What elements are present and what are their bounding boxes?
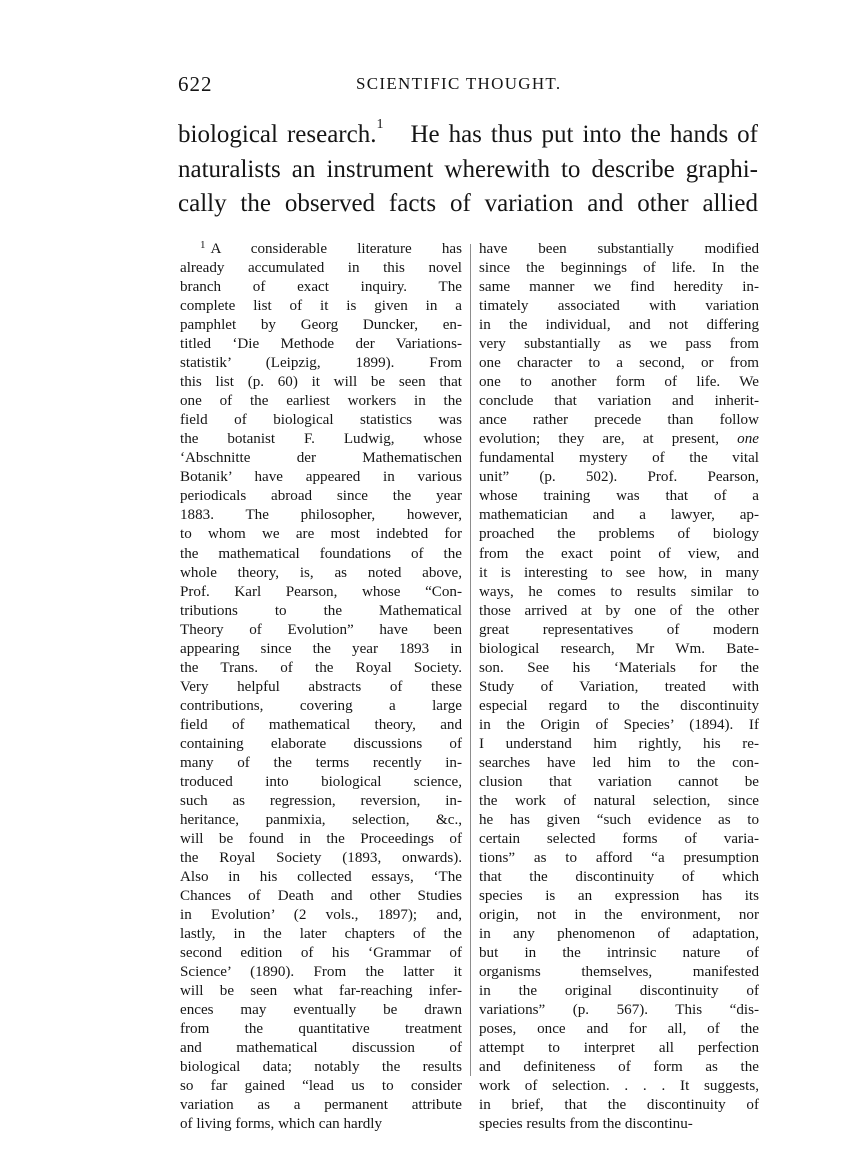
footnote-line: in Evolution’ (2 vols., 1897); and, bbox=[180, 907, 462, 924]
footnote-line: and mathematical discussion of bbox=[180, 1040, 462, 1057]
footnote-line: one character to a second, or from bbox=[479, 355, 759, 372]
footnote-line: he has given “such evidence as to bbox=[479, 811, 759, 828]
footnote-line: since the beginnings of life. In the bbox=[479, 260, 759, 277]
footnote-line: this list (p. 60) it will be seen that bbox=[180, 374, 462, 391]
footnote-line: the Royal Society (1893, onwards). bbox=[180, 850, 462, 866]
footnote-line: Theory of Evolution” have been bbox=[180, 621, 462, 638]
footnote-line: in the individual, and not differing bbox=[479, 317, 759, 334]
footnote-line: heritance, panmixia, selection, &c., bbox=[180, 811, 462, 828]
footnote-line: evolution; they are, at present, one bbox=[479, 431, 759, 448]
footnote-line: one to another form of life. We bbox=[479, 374, 759, 391]
footnote-reference: 1 bbox=[376, 117, 384, 132]
footnote-line: very substantially as we pass from bbox=[479, 336, 759, 353]
footnote-marker: 1 bbox=[200, 239, 206, 251]
footnote-line: Botanik’ have appeared in various bbox=[180, 469, 462, 486]
footnote-line: conclude that variation and inherit- bbox=[479, 393, 759, 410]
footnote-line: will be found in the Proceedings of bbox=[180, 830, 462, 847]
footnote-line: so far gained “lead us to consider bbox=[180, 1078, 462, 1095]
footnote-line: whose training was that of a bbox=[479, 488, 759, 505]
footnote-line: ences may eventually be drawn bbox=[180, 1002, 462, 1019]
footnote-line: Chances of Death and other Studies bbox=[180, 888, 462, 905]
footnote-line: biological data; notably the results bbox=[180, 1059, 462, 1076]
footnote-line: mathematician and a lawyer, ap- bbox=[479, 507, 759, 524]
emphasized-word: one bbox=[719, 431, 759, 448]
footnote-line: will be seen what far-reaching infer- bbox=[180, 983, 462, 1000]
footnote-line: work of selection. . . . It suggests, bbox=[479, 1078, 759, 1095]
footnote-line: it is interesting to see how, in many bbox=[479, 564, 759, 581]
footnote-line: poses, once and for all, of the bbox=[479, 1021, 759, 1038]
footnote-line: organisms themselves, manifested bbox=[479, 964, 759, 981]
page-number: 622 bbox=[178, 72, 213, 96]
footnote-line: troduced into biological science, bbox=[180, 773, 462, 790]
body-line: cally the observed facts of variation and other allied bbox=[178, 190, 758, 217]
footnote-line: Study of Variation, treated with bbox=[479, 678, 759, 695]
footnote-line: in the Origin of Species’ (1894). If bbox=[479, 716, 759, 733]
footnote-line: field of biological statistics was bbox=[180, 412, 462, 429]
footnote-line: of living forms, which can hardly bbox=[180, 1116, 383, 1133]
footnote-line: unit” (p. 502). Prof. Pearson, bbox=[479, 469, 759, 486]
footnote-line: especial regard to the discontinuity bbox=[479, 697, 759, 714]
footnote-line: same manner we find heredity in- bbox=[479, 279, 759, 296]
footnote-line: Prof. Karl Pearson, whose “Con- bbox=[180, 583, 462, 600]
footnote-line: tributions to the Mathematical bbox=[180, 602, 462, 619]
footnote-left-column bbox=[180, 240, 462, 1134]
footnote-line: and definiteness of form as the bbox=[479, 1059, 759, 1076]
footnote-line: but in the intrinsic nature of bbox=[479, 945, 759, 962]
footnote-line: ways, he comes to results similar to bbox=[479, 583, 759, 600]
footnote-line: from the quantitative treatment bbox=[180, 1021, 462, 1038]
body-line-start: biological research. bbox=[178, 121, 377, 148]
footnote-line: clusion that variation cannot be bbox=[479, 773, 759, 790]
footnote-line: attempt to interpret all perfection bbox=[479, 1040, 759, 1057]
footnote-line: Science’ (1890). From the latter it bbox=[180, 964, 462, 981]
footnote-line: one of the earliest workers in the bbox=[180, 393, 462, 410]
footnote-line: branch of exact inquiry. The bbox=[180, 279, 462, 296]
footnote-line: complete list of it is given in a bbox=[180, 298, 462, 315]
footnote-line: I understand him rightly, his re- bbox=[479, 735, 759, 752]
footnote-line: ance rather precede than follow bbox=[479, 412, 759, 429]
footnote-line: periodicals abroad since the year bbox=[180, 488, 462, 505]
footnote-line: species results from the discontinu- bbox=[479, 1116, 693, 1133]
footnote-right-column bbox=[479, 240, 759, 1134]
footnote-line: great representatives of modern bbox=[479, 621, 759, 638]
footnote-line: the mathematical foundations of the bbox=[180, 545, 462, 562]
footnote-line: second edition of his ‘Grammar of bbox=[180, 945, 462, 962]
footnote-line: have been substantially modified bbox=[479, 241, 759, 257]
footnote-line: ‘Abschnitte der Mathematischen bbox=[180, 450, 462, 467]
footnote-line: variation as a permanent attribute bbox=[180, 1097, 462, 1114]
footnote-line: Also in his collected essays, ‘The bbox=[180, 869, 462, 886]
footnote-line: containing elaborate discussions of bbox=[180, 735, 462, 752]
footnote-line: tions” as to afford “a presumption bbox=[479, 850, 759, 866]
footnote-line: in the original discontinuity of bbox=[479, 983, 759, 1000]
footnote-line: the work of natural selection, since bbox=[479, 792, 759, 809]
footnote-line: pamphlet by Georg Duncker, en- bbox=[180, 317, 462, 334]
footnote-line: origin, not in the environment, nor bbox=[479, 907, 759, 924]
footnote-line: species is an expression has its bbox=[479, 888, 759, 905]
footnote-line: from the exact point of view, and bbox=[479, 545, 759, 562]
footnote-line: 1883. The philosopher, however, bbox=[180, 507, 462, 524]
footnote-line: lastly, in the later chapters of the bbox=[180, 926, 462, 943]
footnote-line: fundamental mystery of the vital bbox=[479, 450, 759, 467]
footnote-line: certain selected forms of varia- bbox=[479, 830, 759, 847]
footnote-line: timately associated with variation bbox=[479, 298, 759, 315]
footnote-line: already accumulated in this novel bbox=[180, 260, 462, 277]
body-line-tail: He has thus put into the hands of bbox=[410, 121, 758, 148]
footnote-line: that the discontinuity of which bbox=[479, 869, 759, 886]
footnote-line: those arrived at by one of the other bbox=[479, 602, 759, 619]
footnote-line: appearing since the year 1893 in bbox=[180, 640, 462, 657]
footnote-line: $^1$ A considerable literature has bbox=[200, 239, 462, 257]
footnote-line: variations” (p. 567). This “dis- bbox=[479, 1002, 759, 1019]
footnote-line: to whom we are most indebted for bbox=[180, 526, 462, 543]
footnote-line: such as regression, reversion, in- bbox=[180, 792, 462, 809]
footnote-line: biological research, Mr Wm. Bate- bbox=[479, 640, 759, 657]
body-text bbox=[178, 118, 758, 222]
footnote-line: contributions, covering a large bbox=[180, 697, 462, 714]
footnote-line: in any phenomenon of adaptation, bbox=[479, 926, 759, 943]
footnote-line: searches have led him to the con- bbox=[479, 754, 759, 771]
body-line bbox=[178, 118, 758, 153]
running-head: SCIENTIFIC THOUGHT. bbox=[356, 74, 562, 93]
footnote-line: in brief, that the discontinuity of bbox=[479, 1097, 759, 1114]
footnote-line: the Trans. of the Royal Society. bbox=[180, 659, 462, 676]
footnote-line: statistik’ (Leipzig, 1899). From bbox=[180, 355, 462, 372]
footnote-line: Very helpful abstracts of these bbox=[180, 678, 462, 695]
footnote-line: field of mathematical theory, and bbox=[180, 716, 462, 733]
footnote-line: proached the problems of biology bbox=[479, 526, 759, 543]
footnote-line: many of the terms recently in- bbox=[180, 754, 462, 771]
footnote-line: the botanist F. Ludwig, whose bbox=[180, 431, 462, 448]
footnote-line: son. See his ‘Materials for the bbox=[479, 659, 759, 676]
page-header bbox=[178, 72, 758, 102]
column-divider bbox=[470, 244, 471, 1076]
footnote-line: titled ‘Die Methode der Variations- bbox=[180, 336, 462, 353]
body-line: naturalists an instrument wherewith to describe graphi- bbox=[178, 155, 758, 183]
footnote-line: whole theory, is, as noted above, bbox=[180, 564, 462, 581]
